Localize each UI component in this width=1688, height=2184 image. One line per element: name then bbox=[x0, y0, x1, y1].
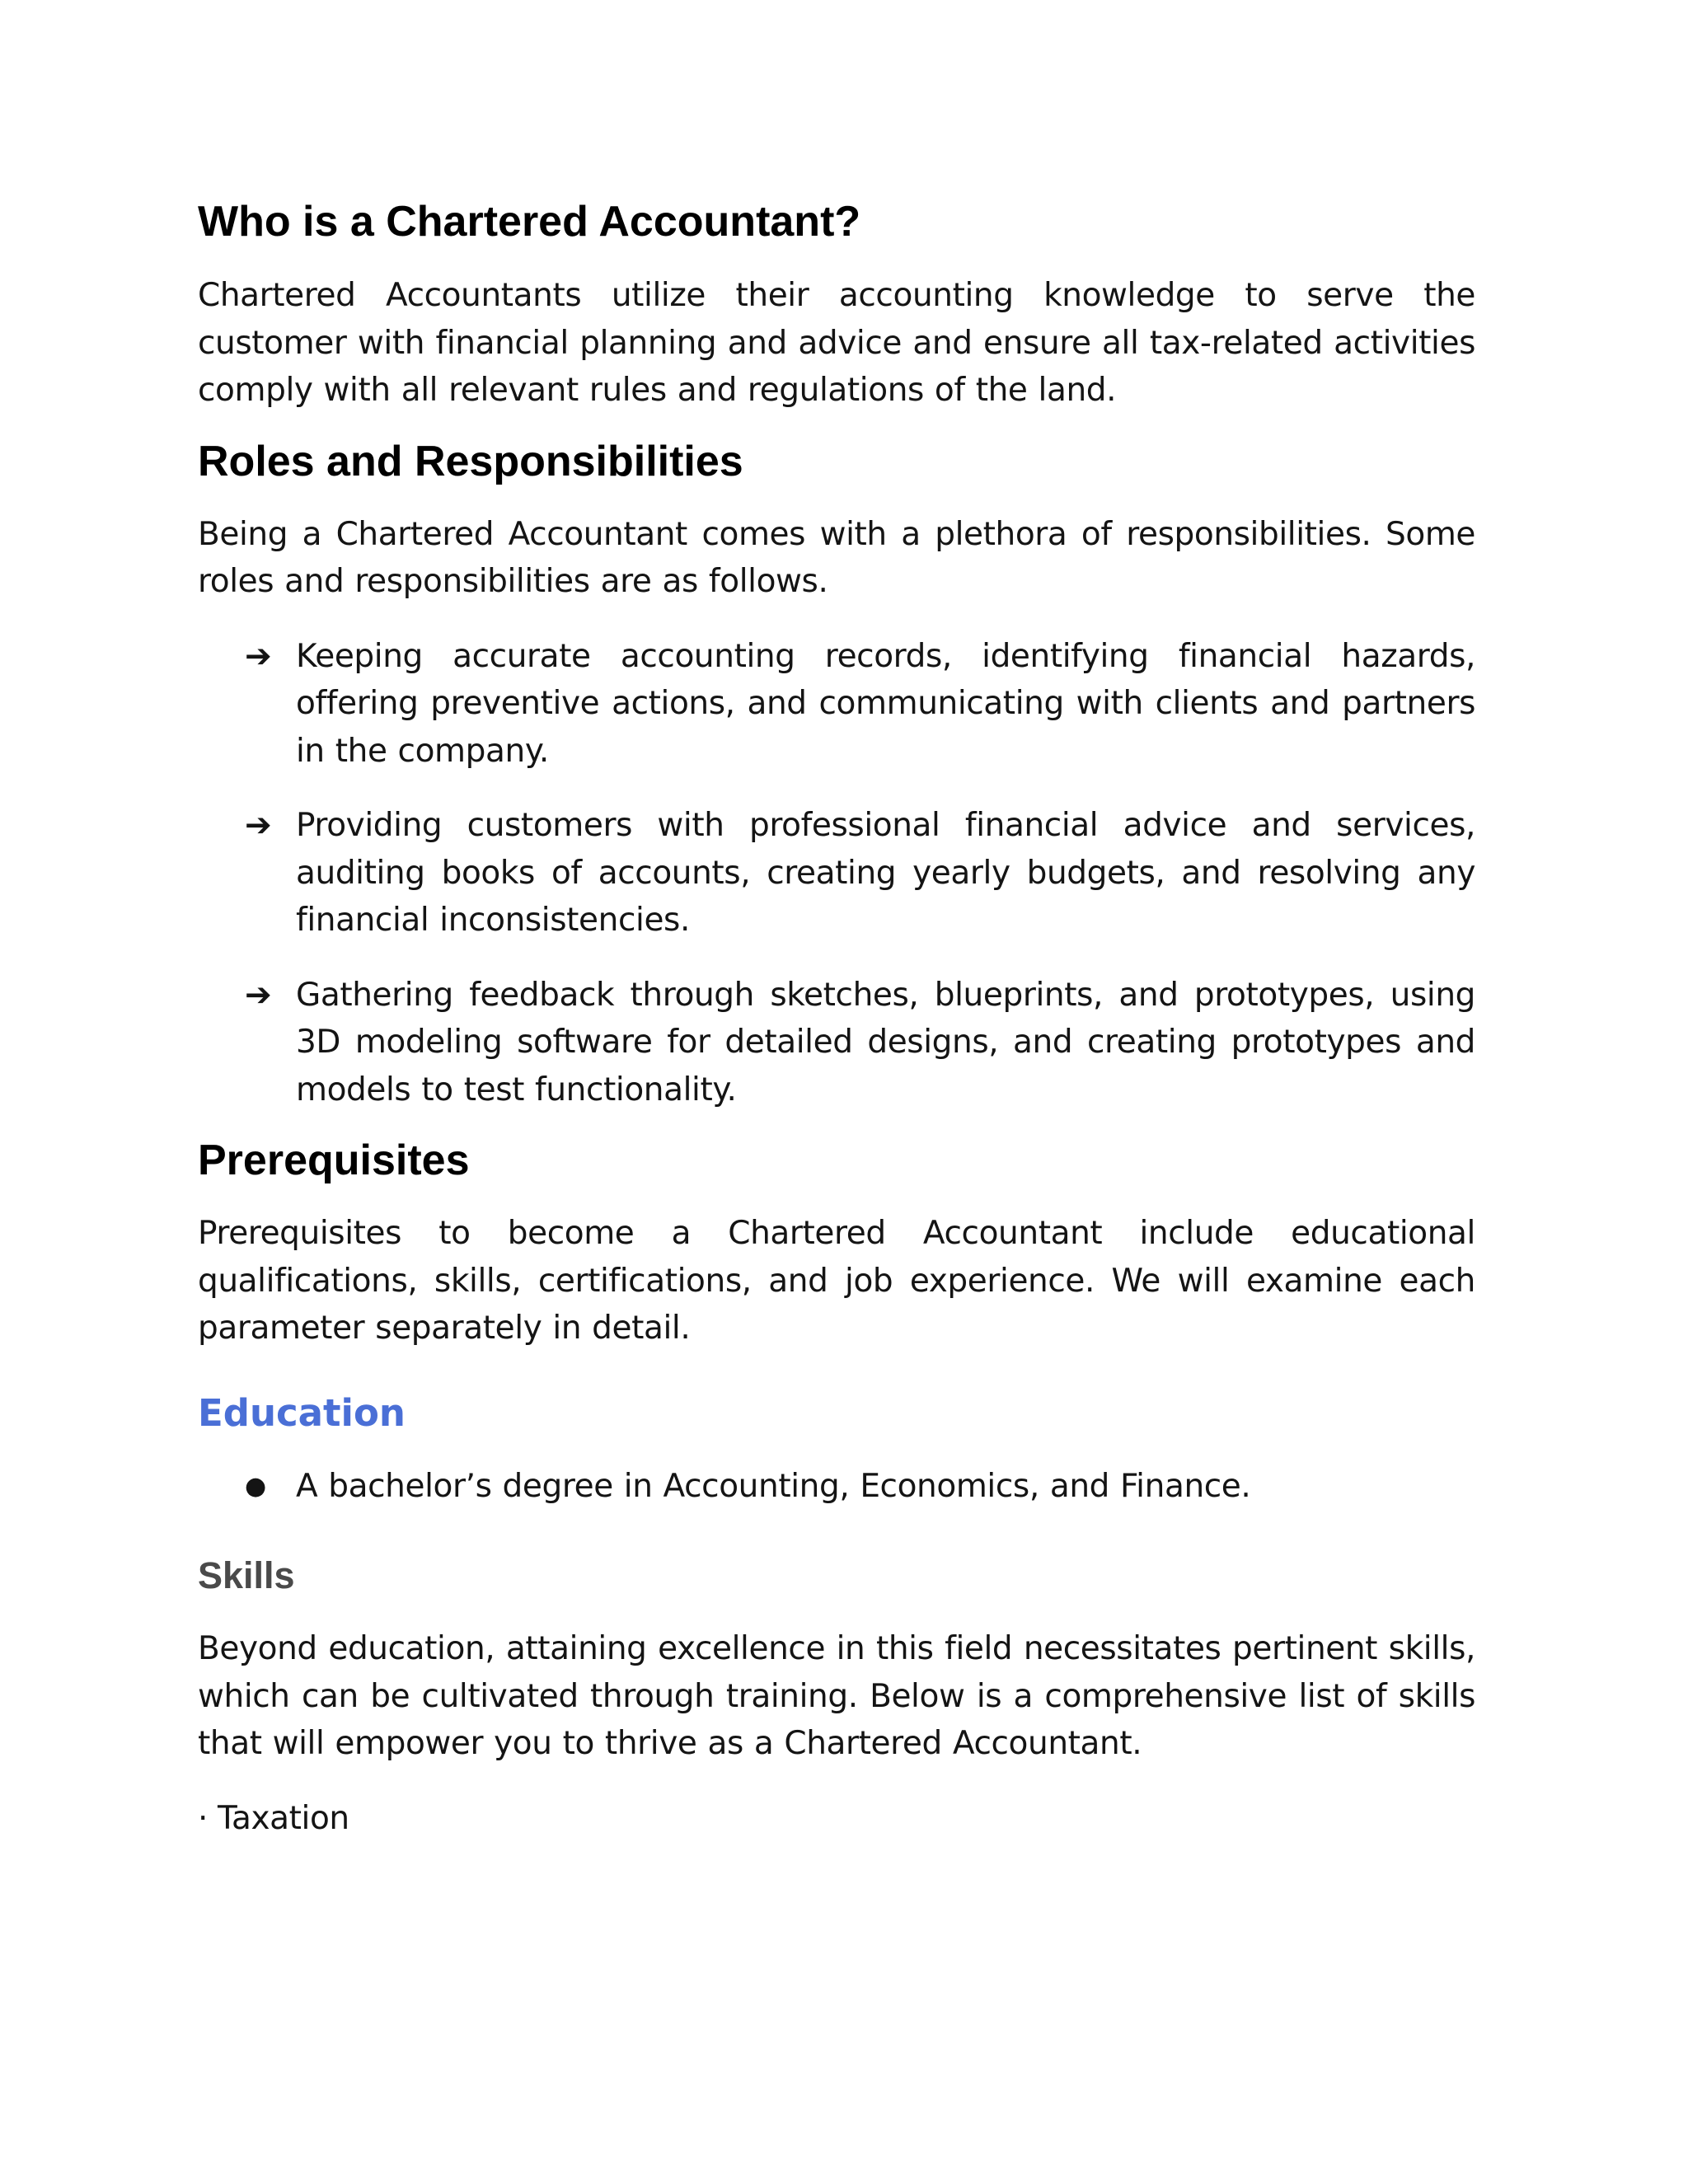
paragraph-roles-intro: Being a Chartered Accountant comes with a plethora of responsibilities. Some roles and responsibilities are as follows. bbox=[198, 515, 1475, 600]
list-item-role-3 bbox=[245, 972, 1475, 1114]
dot-bullet-icon: ● bbox=[245, 1471, 266, 1501]
list-item-text: Keeping accurate accounting records, identifying financial hazards, offering preventive actions, and communicating with clients and partners in the company. bbox=[296, 637, 1475, 770]
skill-item-taxation: · Taxation bbox=[198, 1799, 349, 1837]
paragraph-who-is-ca: Chartered Accountants utilize their accounting knowledge to serve the customer with financial planning and advice and ensure all tax-related activities comply with all relevant rules and regulations of the land. bbox=[198, 277, 1475, 409]
paragraph-prerequisites: Prerequisites to become a Chartered Accountant include educational qualifications, skills, certifications, and job experience. We will examine each parameter separately in detail. bbox=[198, 1215, 1475, 1347]
heading-skills: Skills bbox=[198, 1554, 295, 1596]
heading-roles: Roles and Responsibilities bbox=[198, 437, 743, 485]
list-item-text: A bachelor’s degree in Accounting, Economics, and Finance. bbox=[296, 1467, 1251, 1505]
list-item-text: Providing customers with professional financial advice and services, auditing books of accounts, creating yearly budgets, and resolving any financial inconsistencies. bbox=[296, 807, 1475, 939]
heading-prerequisites: Prerequisites bbox=[198, 1137, 470, 1184]
arrow-bullet-icon: ➔ bbox=[245, 976, 272, 1014]
list-item-role-1 bbox=[245, 633, 1475, 776]
document-content bbox=[198, 194, 1475, 1842]
arrow-bullet-icon: ➔ bbox=[245, 637, 272, 675]
list-item-education-1 bbox=[245, 1463, 1475, 1511]
arrow-bullet-icon: ➔ bbox=[245, 807, 272, 844]
heading-who-is-ca: Who is a Chartered Accountant? bbox=[198, 198, 861, 246]
paragraph-skills: Beyond education, attaining excellence in this field necessitates pertinent skills, which can be cultivated through training. Below is a comprehensive list of skills that will empower you to thrive as a Chartered Accountant. bbox=[198, 1630, 1475, 1762]
list-item-text: Gathering feedback through sketches, blueprints, and prototypes, using 3D modeling software for detailed designs, and creating prototypes and models to test functionality. bbox=[296, 976, 1475, 1108]
heading-education: Education bbox=[198, 1390, 406, 1435]
list-item-role-2 bbox=[245, 802, 1475, 944]
